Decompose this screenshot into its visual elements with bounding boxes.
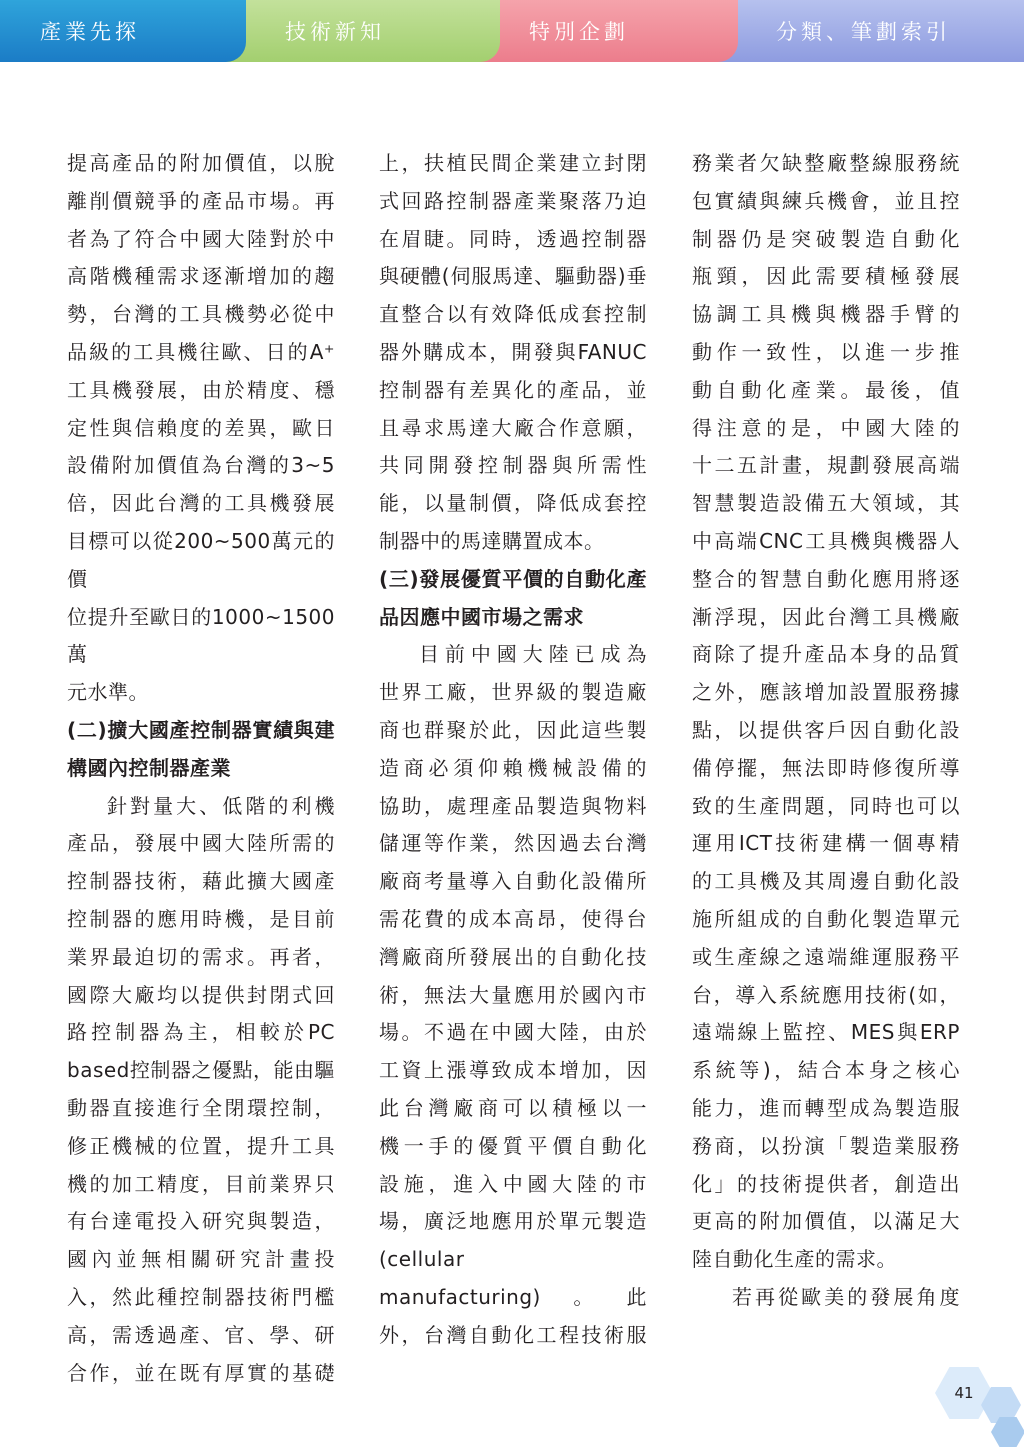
text-line: 入，然此種控制器技術門檻 — [67, 1284, 335, 1309]
tab-label: 產業先探 — [40, 20, 140, 44]
text-line: 遠端線上監控、MES與ERP — [692, 1020, 960, 1045]
text-line: 儲運等作業，然因過去台灣 — [379, 831, 647, 856]
text-line: 台，導入系統應用技術(如， — [692, 982, 960, 1007]
text-line: 中高端CNC工具機與機器人 — [692, 528, 960, 553]
text-line: 器外購成本，開發與FANUC — [379, 339, 647, 364]
text-line: 機一手的優質平價自動化 — [379, 1133, 647, 1158]
text-line: 十二五計畫，規劃發展高端 — [692, 453, 960, 478]
text-column-middle — [379, 145, 647, 1355]
tab-label: 分類、筆劃索引 — [776, 20, 951, 44]
section-heading: 品因應中國市場之需求 — [379, 604, 584, 629]
text-line: 動作一致性，以進一步推 — [692, 339, 960, 364]
text-line: 在眉睫。同時，透過控制器 — [379, 226, 647, 251]
text-line: 倍，因此台灣的工具機發展 — [67, 491, 335, 516]
text-line: 國際大廠均以提供封閉式回 — [67, 982, 335, 1007]
text-line: 整合的智慧自動化應用將逐 — [692, 566, 960, 591]
text-line: 工資上漲導致成本增加，因 — [379, 1058, 647, 1083]
text-line: 智慧製造設備五大領域，其 — [692, 491, 960, 516]
text-line: 控制器的應用時機，是目前 — [67, 906, 335, 931]
text-line: 直整合以有效降低成套控制 — [379, 302, 647, 327]
text-line: 動器直接進行全閉環控制， — [67, 1095, 335, 1120]
text-line: 高階機種需求逐漸增加的趨 — [67, 264, 335, 289]
text-column-left — [67, 145, 335, 1392]
text-line: 外，台灣自動化工程技術服 — [379, 1322, 647, 1347]
text-line: 勢，台灣的工具機勢必從中 — [67, 302, 335, 327]
page-number: 41 — [954, 1384, 974, 1402]
tab-industry-exploration[interactable] — [0, 0, 246, 62]
text-line: 提高產品的附加價值，以脫 — [67, 151, 335, 175]
section-heading: (二)擴大國產控制器實績與建 — [67, 717, 335, 742]
text-line: 制器中的馬達購置成本。 — [379, 528, 605, 553]
text-line: 或生產線之遠端維運服務平 — [692, 944, 960, 969]
text-line: 制器仍是突破製造自動化 — [692, 226, 960, 251]
text-line: 且尋求馬達大廠合作意願， — [379, 415, 647, 440]
text-line: 更高的附加價值，以滿足大 — [692, 1209, 960, 1234]
section-heading: 構國內控制器產業 — [67, 755, 231, 780]
text-line: 設備附加價值為台灣的3~5 — [67, 453, 335, 478]
text-line: 點，以提供客戶因自動化設 — [692, 717, 960, 742]
text-line: 致的生產問題，同時也可以 — [692, 793, 960, 818]
text-line: 運用ICT技術建構一個專精 — [692, 831, 960, 856]
text-line: 此台灣廠商可以積極以一 — [379, 1095, 647, 1120]
page-number-badge — [935, 1367, 1024, 1437]
text-column-right — [692, 145, 960, 1317]
text-line: 的工具機及其周邊自動化設 — [692, 869, 960, 894]
text-line: 動自動化產業。最後，值 — [692, 377, 960, 402]
text-line: 漸浮現，因此台灣工具機廠 — [692, 604, 960, 629]
text-line: 造商必須仰賴機械設備的 — [379, 755, 647, 780]
text-line: 上，扶植民間企業建立封閉 — [379, 151, 647, 175]
text-line: 合作，並在既有厚實的基礎 — [67, 1360, 335, 1385]
text-line: 陸自動化生產的需求。 — [692, 1247, 897, 1272]
text-line: 控制器技術，藉此擴大國產 — [67, 869, 335, 894]
text-line: 備停擺，無法即時修復所導 — [692, 755, 960, 780]
text-line: 品級的工具機往歐、日的A⁺ — [67, 339, 335, 364]
text-line: 國內並無相關研究計畫投 — [67, 1247, 335, 1272]
text-line: 務業者欠缺整廠整線服務統 — [692, 151, 960, 175]
text-line: 得注意的是，中國大陸的 — [692, 415, 960, 440]
text-line: 針對量大、低階的利機 — [107, 793, 335, 818]
text-line: 施所組成的自動化製造單元 — [692, 906, 960, 931]
text-line: 需花費的成本高昂，使得台 — [379, 906, 647, 931]
text-line: 共同開發控制器與所需性 — [379, 453, 647, 478]
text-line: 系統等)，結合本身之核心 — [692, 1058, 960, 1083]
text-line: 務商，以扮演「製造業服務 — [692, 1133, 960, 1158]
text-line: 商也群聚於此，因此這些製 — [379, 717, 647, 742]
text-line: 工具機發展，由於精度、穩 — [67, 377, 335, 402]
text-line: 者為了符合中國大陸對於中 — [67, 226, 335, 251]
text-line: 世界工廠，世界級的製造廠 — [379, 680, 647, 705]
text-line: 包實績與練兵機會，並且控 — [692, 188, 960, 213]
section-tabs — [0, 0, 1024, 62]
tab-label: 特別企劃 — [529, 20, 629, 44]
text-line: 式回路控制器產業聚落乃迫 — [379, 188, 647, 213]
text-line: 瓶頸，因此需要積極發展 — [692, 264, 960, 289]
text-line: 離削價競爭的產品市場。再 — [67, 188, 335, 213]
text-line: 能力，進而轉型成為製造服 — [692, 1095, 960, 1120]
text-line: 廠商考量導入自動化設備所 — [379, 869, 647, 894]
tab-label: 技術新知 — [285, 20, 385, 44]
text-line: 定性與信賴度的差異，歐日 — [67, 415, 335, 440]
text-line: 業界最迫切的需求。再者， — [67, 944, 335, 969]
text-line: 目前中國大陸已成為 — [419, 642, 647, 667]
text-line: 產品，發展中國大陸所需的 — [67, 831, 335, 856]
text-line: 化」的技術提供者，創造出 — [692, 1171, 960, 1196]
text-line: 商除了提升產品本身的品質 — [692, 642, 960, 667]
text-line: 協調工具機與機器手臂的 — [692, 302, 960, 327]
section-heading: (三)發展優質平價的自動化產 — [379, 566, 647, 591]
tab-category-stroke-index[interactable] — [690, 0, 1024, 62]
text-line: 路控制器為主，相較於PC — [67, 1020, 335, 1045]
text-line: 之外，應該增加設置服務據 — [692, 680, 960, 705]
text-line: 若再從歐美的發展角度 — [732, 1284, 960, 1309]
text-line: 場。不過在中國大陸，由於 — [379, 1020, 647, 1045]
text-line: 與硬體(伺服馬達、驅動器)垂 — [379, 264, 647, 289]
text-line: 術，無法大量應用於國內市 — [379, 982, 647, 1007]
text-line: 修正機械的位置，提升工具 — [67, 1133, 335, 1158]
text-line: based控制器之優點，能由驅 — [67, 1058, 335, 1083]
text-line: 高，需透過產、官、學、研 — [67, 1322, 335, 1347]
text-line: 控制器有差異化的產品，並 — [379, 377, 647, 402]
text-line: 協助，處理產品製造與物料 — [379, 793, 647, 818]
text-line: 目標可以從200~500萬元的價 — [67, 528, 335, 591]
text-line: 機的加工精度，目前業界只 — [67, 1171, 335, 1196]
text-line: 位提升至歐日的1000~1500萬 — [67, 604, 335, 667]
text-line: 元水準。 — [67, 680, 149, 705]
text-line: 設施，進入中國大陸的市 — [379, 1171, 647, 1196]
text-line: 能，以量制價，降低成套控 — [379, 491, 647, 516]
text-line: 場，廣泛地應用於單元製造 — [379, 1209, 647, 1234]
text-line: 有台達電投入研究與製造， — [67, 1209, 335, 1234]
text-line: (cellular manufacturing)。此 — [379, 1247, 647, 1309]
text-line: 灣廠商所發展出的自動化技 — [379, 944, 647, 969]
